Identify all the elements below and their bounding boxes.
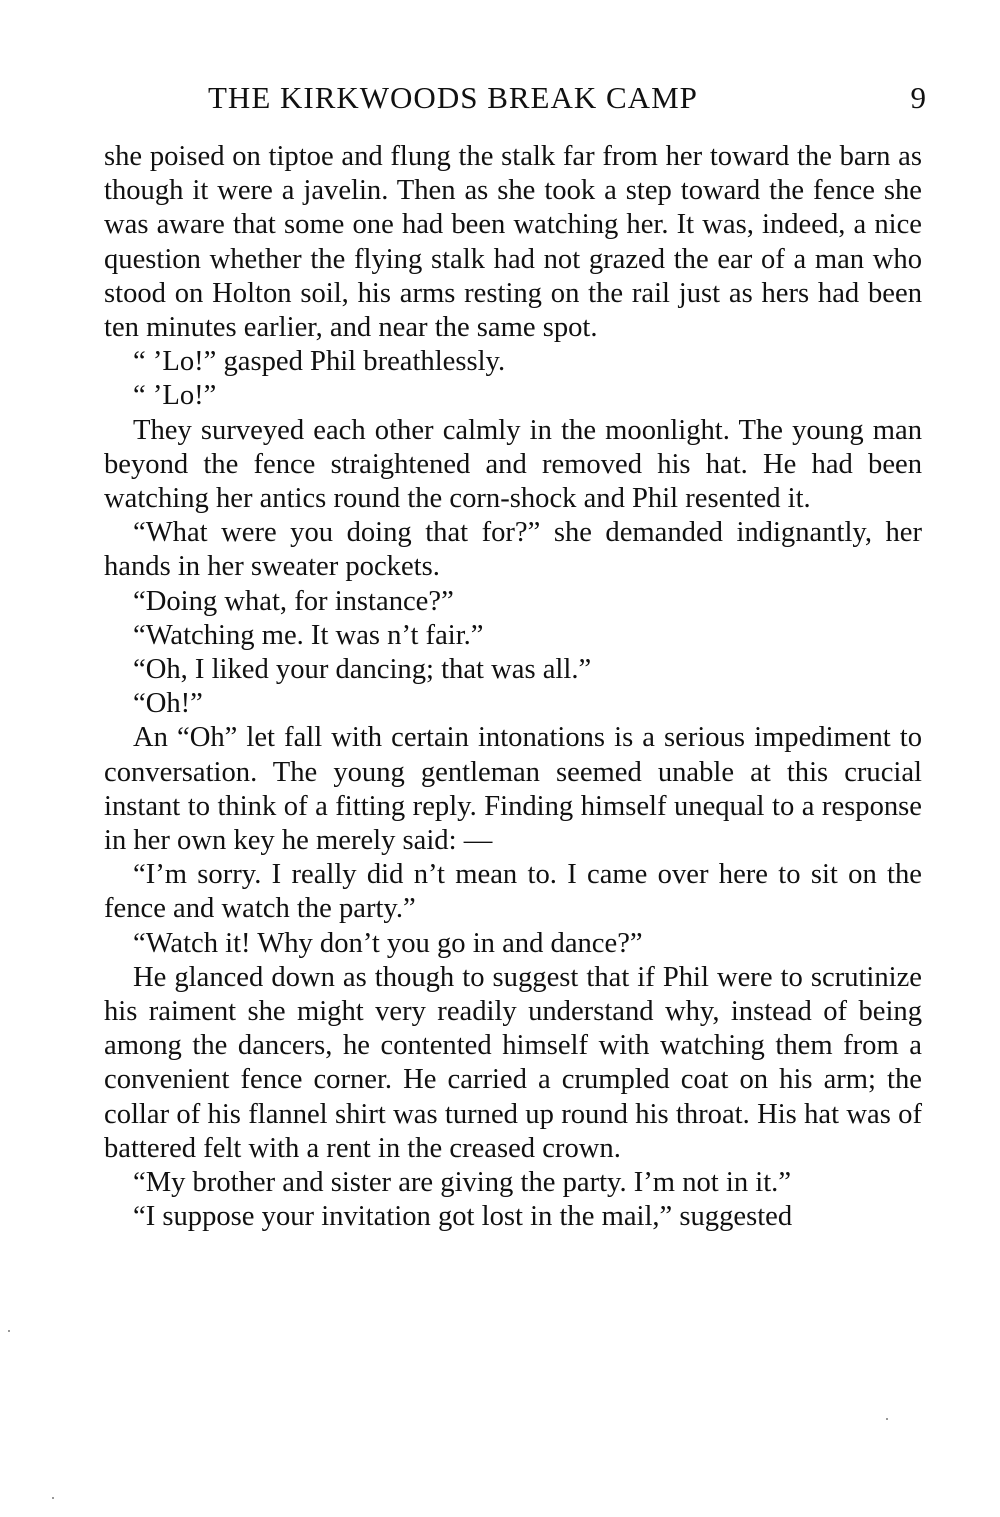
paragraph: “What were you doing that for?” she demanded indignantly, her hands in her sweater pockets. [104,517,922,583]
running-title: THE KIRKWOODS BREAK CAMP [208,80,698,115]
paragraph: They surveyed each other calmly in the moonlight. The young man beyond the fence straightened and removed his hat. He had been watching her antics round the corn-shock and Phil resented it. [104,414,922,515]
paragraph: “ ’Lo!” gasped Phil breathlessly. [133,346,506,378]
paragraph: “Oh, I liked your dancing; that was all.” [133,654,592,686]
scan-speck [52,1497,54,1499]
page-number: 9 [910,80,926,115]
page-header [104,80,926,120]
paragraph: “My brother and sister are giving the party. I’m not in it.” [133,1167,792,1199]
paragraph: “I’m sorry. I really did n’t mean to. I came over here to sit on the fence and watch the party.” [104,859,922,925]
paragraph: “Watch it! Why don’t you go in and dance?” [133,927,643,959]
paragraph-continued: she poised on tiptoe and flung the stalk far from her toward the barn as though it were a javelin. Then as she took a step toward the fence she was aware that some one had been watching her. It was, indeed, a nice question whether the flying stalk had not grazed the ear of a man who stood on Holton soil, his arms resting on the rail just as hers had been ten minutes earlier, and near the same spot. [104,141,922,344]
paragraph: “Oh!” [133,688,203,720]
paragraph: An “Oh” let fall with certain intonations is a serious impediment to conversation. The young gentleman seemed unable at this crucial instant to think of a fitting reply. Finding himself unequal to a response in her own key he merely said: — [104,722,922,857]
paragraph: “Watching me. It was n’t fair.” [133,619,484,651]
paragraph: He glanced down as though to suggest that if Phil were to scrutinize his raiment she might very readily understand why, instead of being among the dancers, he contented himself with watching them from a convenient fence corner. He carried a crumpled coat on his arm; the collar of his flannel shirt was turned up round his throat. His hat was of battered felt with a rent in the creased crown. [104,961,922,1164]
scan-speck [886,1418,888,1420]
paragraph: “I suppose your invitation got lost in the mail,” suggested [133,1201,793,1233]
paragraph: “Doing what, for instance?” [133,585,454,617]
scan-speck [8,1330,10,1332]
paragraph: “ ’Lo!” [133,380,217,412]
body-text [104,140,922,1235]
